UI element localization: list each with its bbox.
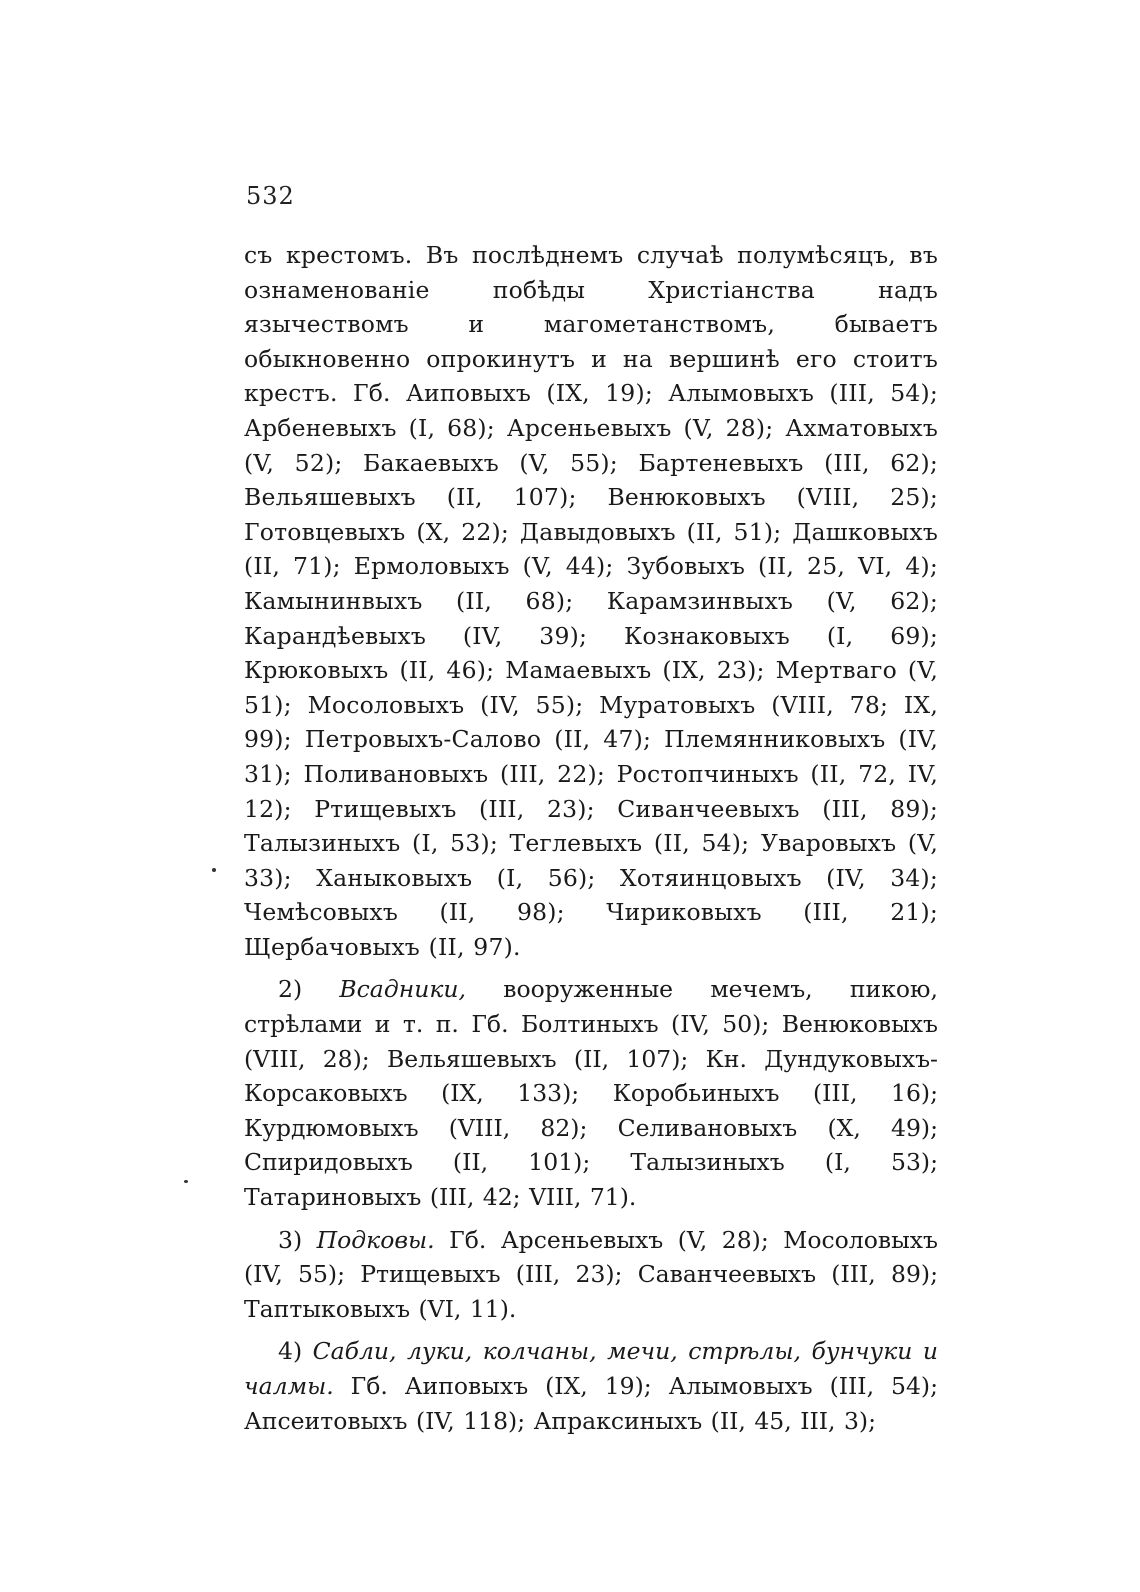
page-number: 532 (246, 182, 295, 210)
paragraph-2-text: вооруженные мечемъ, пикою, стрѣлами и т. п. Гб. Болтиныхъ (IV, 50); Венюковыхъ (VIII, 28); Вельяшевыхъ (II, 107); Кн. Дундуковыхъ-Корсаковыхъ (IX, 133); Коробьиныхъ (III, 16); Курдюмовыхъ (VIII, 82); Селивановыхъ (X, 49); Спиридовыхъ (II, 101); Талызиныхъ (I, 53); Татариновыхъ (III, 42; VIII, 71). (244, 975, 938, 1212)
paragraph-3 (244, 1223, 938, 1327)
body-text (244, 238, 938, 1438)
paragraph-1-text: съ крестомъ. Въ послѣднемъ случаѣ полумѣсяцъ, въ ознаменованіе побѣды Христіанства надъ язычествомъ и магометанствомъ, бываетъ обыкновенно опрокинутъ и на вершинѣ его стоитъ крестъ. Гб. Аиповыхъ (IX, 19); Алымовыхъ (III, 54); Арбеневыхъ (I, 68); Арсеньевыхъ (V, 28); Ахматовыхъ (V, 52); Бакаевыхъ (V, 55); Бартеневыхъ (III, 62); Вельяшевыхъ (II, 107); Венюковыхъ (VIII, 25); Готовцевыхъ (X, 22); Давыдовыхъ (II, 51); Дашковыхъ (II, 71); Ермоловыхъ (V, 44); Зубовыхъ (II, 25, VI, 4); Камынинвыхъ (II, 68); Карамзинвыхъ (V, 62); Карандѣевыхъ (IV, 39); Кознаковыхъ (I, 69); Крюковыхъ (II, 46); Мамаевыхъ (IX, 23); Мертваго (V, 51); Мосоловыхъ (IV, 55); Муратовыхъ (VIII, 78; IX, 99); Петровыхъ-Салово (II, 47); Племянниковыхъ (IV, 31); Поливановыхъ (III, 22); Ростопчиныхъ (II, 72, IV, 12); Ртищевыхъ (III, 23); Сиванчеевыхъ (III, 89); Талызиныхъ (I, 53); Теглевыхъ (II, 54); Уваровыхъ (V, 33); Ханыковыхъ (I, 56); Хотяинцовыхъ (IV, 34); Чемѣсовыхъ (II, 98); Чириковыхъ (III, 21); Щербачовыхъ (II, 97). (244, 241, 938, 961)
scan-speck (212, 868, 216, 872)
paragraph-3-number: 3) (278, 1225, 303, 1254)
paragraph-3-text: Гб. Арсеньевыхъ (V, 28); Мосоловыхъ (IV, 55); Ртищевыхъ (III, 23); Саванчеевыхъ (III, 89); Таптыковыхъ (VI, 11). (244, 1225, 938, 1323)
paragraph-4-number: 4) (278, 1337, 303, 1366)
paragraph-1 (244, 238, 938, 964)
scan-speck (184, 1180, 188, 1183)
paragraph-4-heading: Сабли, луки, колчаны, мечи, стрѣлы, бунчуки и чалмы. (244, 1337, 938, 1400)
paragraph-2-number: 2) (278, 975, 303, 1004)
paragraph-4 (244, 1334, 938, 1438)
paragraph-2-heading: Всадники, (339, 975, 466, 1004)
paragraph-3-heading: Подковы. (316, 1225, 435, 1254)
paragraph-2 (244, 972, 938, 1214)
paragraph-4-text: Гб. Аиповыхъ (IX, 19); Алымовыхъ (III, 54); Апсеитовыхъ (IV, 118); Апраксиныхъ (II, 45, III, 3); (244, 1372, 938, 1435)
